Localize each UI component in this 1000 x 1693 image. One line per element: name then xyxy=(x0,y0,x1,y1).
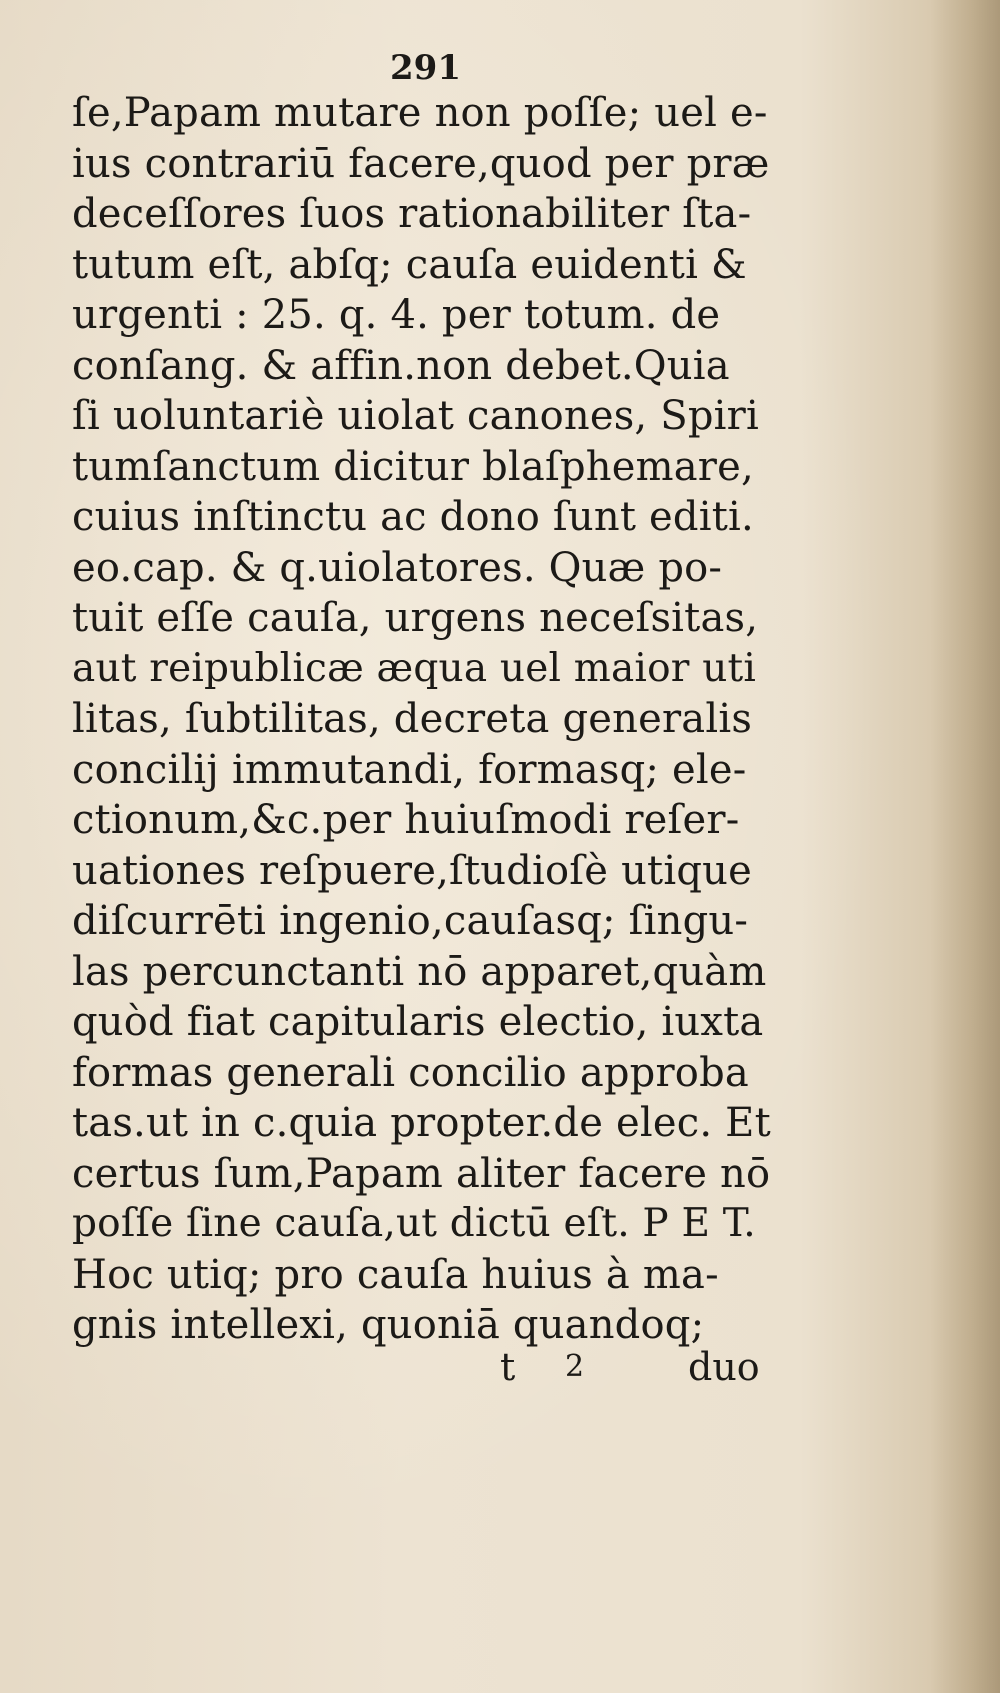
page-footer xyxy=(0,1342,1000,1392)
text-line-4: tutum eſt, abſq; cauſa euidenti & xyxy=(72,241,747,288)
text-line-17: diſcurrēti ingenio,cauſasq; ſingu- xyxy=(72,898,749,944)
text-line-16: uationes reſpuere,ſtudioſè utique xyxy=(72,847,752,894)
signature-mark: t xyxy=(500,1345,516,1389)
text-line-10: eo.cap. & q.uiolatores. Quæ po- xyxy=(72,544,723,591)
text-line-25: gnis intellexi, quoniā quandoq; xyxy=(72,1302,705,1348)
text-line-20: formas generali concilio approba xyxy=(72,1049,749,1096)
text-line-14: concilij immutandi, formasq; ele- xyxy=(72,746,747,793)
text-line-11: tuit eſſe cauſa, urgens neceſsitas, xyxy=(72,595,759,641)
text-line-8: tumſanctum dicitur blaſphemare, xyxy=(72,443,754,490)
text-line-2: ius contrariū facere,quod per præ xyxy=(72,140,770,187)
text-line-9: cuius inſtinctu ac dono ſunt editi. xyxy=(72,494,754,540)
text-line-6: conſang. & affin.non debet.Quia xyxy=(72,342,730,389)
text-line-1: ſe,Papam mutare non poſſe; uel e- xyxy=(72,90,768,136)
text-line-15: ctionum,&c.per huiuſmodi reſer- xyxy=(72,797,740,843)
text-line-23: poſſe ſine cauſa,ut dictū eſt. P E T. xyxy=(72,1201,756,1246)
text-line-18: las percunctanti nō apparet,quàm xyxy=(72,948,767,995)
text-line-19: quòd fiat capitularis electio, iuxta xyxy=(72,999,764,1045)
text-line-3: deceſſores ſuos rationabiliter ſta- xyxy=(72,191,752,237)
text-line-7: ſi uoluntariè uiolat canones, Spiri xyxy=(72,393,759,439)
text-line-13: litas, ſubtilitas, decreta generalis xyxy=(72,696,753,742)
body-text xyxy=(72,88,772,1351)
page-number: 291 xyxy=(390,48,461,88)
text-line-12: aut reipublicæ æqua uel maior uti xyxy=(72,645,757,691)
text-line-5: urgenti : 25. q. 4. per totum. de xyxy=(72,292,721,338)
page-edge-shadow xyxy=(930,0,1000,1693)
text-line-21: tas.ut in c.quia propter.de elec. Et xyxy=(72,1100,771,1146)
text-line-24: Hoc utiq; pro cauſa huius à ma- xyxy=(72,1251,719,1298)
catchword: duo xyxy=(688,1345,760,1389)
signature-number: 2 xyxy=(565,1349,585,1384)
text-line-22: certus ſum,Papam aliter facere nō xyxy=(72,1150,771,1197)
